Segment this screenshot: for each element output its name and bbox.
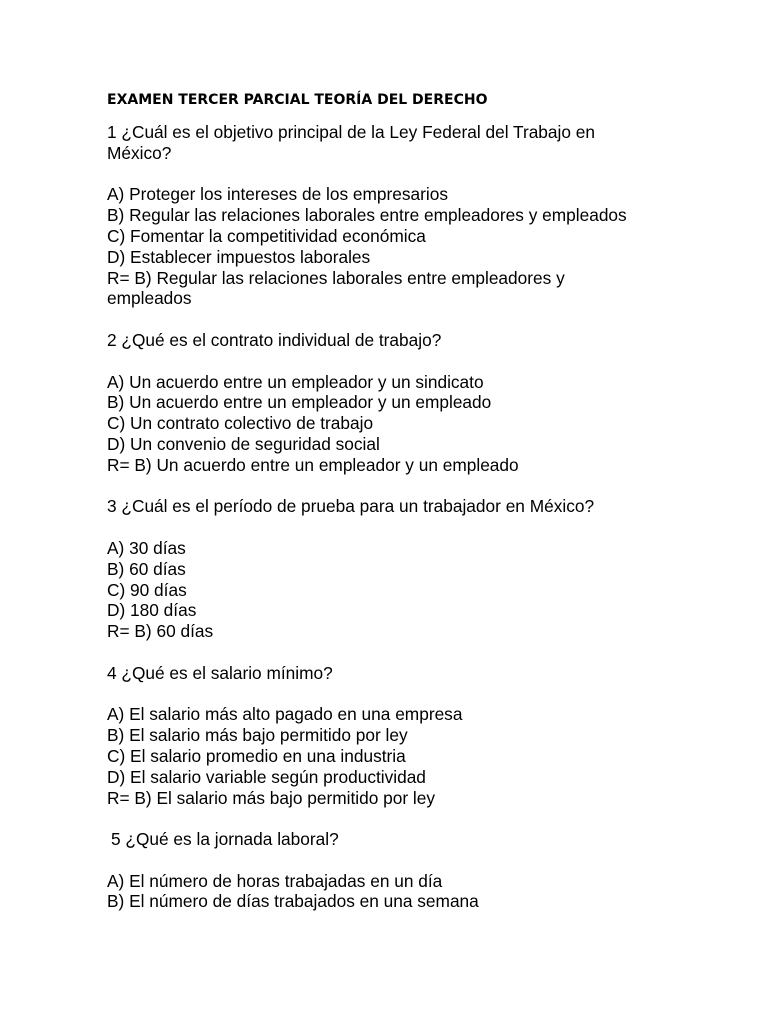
question-1-option-b: B) Regular las relaciones laborales entre empleadores y empleados (107, 205, 627, 226)
question-block-1 (107, 122, 747, 309)
question-3-text: 3 ¿Cuál es el período de prueba para un trabajador en México? (107, 496, 595, 517)
question-2-option-c: C) Un contrato colectivo de trabajo (107, 413, 374, 434)
spacer (107, 684, 747, 705)
question-block-4 (107, 663, 747, 809)
spacer (107, 808, 747, 829)
question-2-answer: R= B) Un acuerdo entre un empleador y un empleado (107, 454, 519, 475)
question-2-option-b: B) Un acuerdo entre un empleador y un empleado (107, 392, 492, 413)
question-4-option-b: B) El salario más bajo permitido por ley (107, 725, 408, 746)
spacer (107, 309, 747, 330)
question-3-option-a: A) 30 días (107, 537, 186, 558)
question-4-answer: R= B) El salario más bajo permitido por ley (107, 787, 435, 808)
spacer (107, 517, 747, 538)
question-1-text-cont: México? (107, 142, 172, 163)
question-block-3 (107, 496, 747, 642)
exam-title: EXAMEN TERCER PARCIAL TEORÍA DEL DERECHO (107, 92, 488, 108)
document-body (107, 89, 747, 912)
spacer (107, 164, 747, 185)
question-2-option-a: A) Un acuerdo entre un empleador y un sindicato (107, 371, 484, 392)
question-4-option-a: A) El salario más alto pagado en una empresa (107, 704, 463, 725)
question-5-option-a: A) El número de horas trabajadas en un día (107, 870, 443, 891)
question-3-option-d: D) 180 días (107, 600, 197, 621)
question-3-option-b: B) 60 días (107, 558, 186, 579)
question-1-option-a: A) Proteger los intereses de los empresarios (107, 184, 448, 205)
spacer (107, 351, 747, 372)
question-1-answer-cont: empleados (107, 288, 192, 309)
spacer (107, 850, 747, 871)
question-4-option-d: D) El salario variable según productividad (107, 766, 426, 787)
question-block-2 (107, 330, 747, 476)
question-5-option-b: B) El número de días trabajados en una semana (107, 891, 479, 912)
spacer (107, 642, 747, 663)
question-block-5 (107, 829, 747, 912)
question-1-option-d: D) Establecer impuestos laborales (107, 246, 371, 267)
question-3-option-c: C) 90 días (107, 579, 187, 600)
question-2-text: 2 ¿Qué es el contrato individual de trabajo? (107, 329, 442, 350)
question-3-answer: R= B) 60 días (107, 621, 214, 642)
question-1-answer: R= B) Regular las relaciones laborales entre empleadores y (107, 267, 565, 288)
question-2-option-d: D) Un convenio de seguridad social (107, 433, 380, 454)
question-5-text: 5 ¿Qué es la jornada laboral? (111, 829, 339, 850)
exam-content (107, 122, 747, 912)
question-4-option-c: C) El salario promedio en una industria (107, 745, 406, 766)
question-1-text: 1 ¿Cuál es el objetivo principal de la Ley Federal del Trabajo en (107, 122, 596, 142)
question-4-text: 4 ¿Qué es el salario mínimo? (107, 662, 333, 683)
question-1-option-c: C) Fomentar la competitividad económica (107, 225, 426, 246)
spacer (107, 476, 747, 497)
